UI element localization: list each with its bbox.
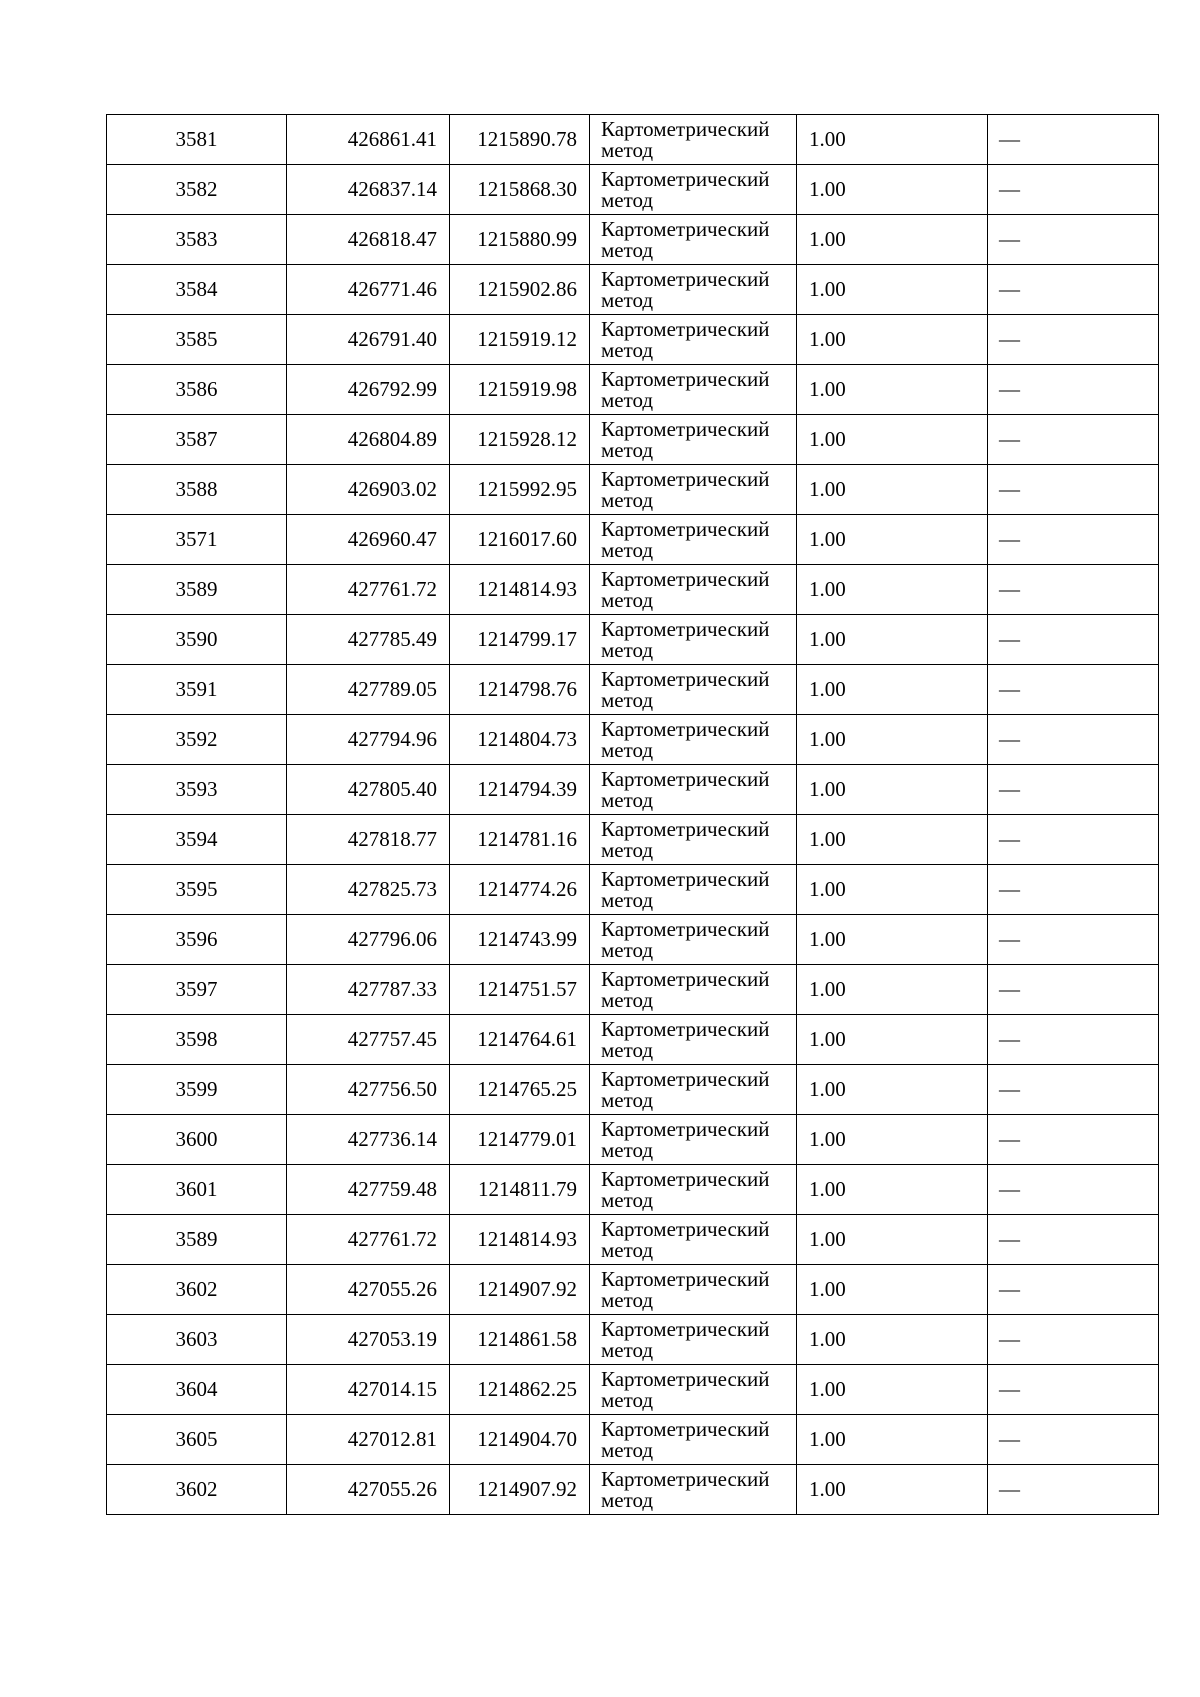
method-line-2: метод [601, 1387, 654, 1412]
y-coordinate-cell: 1215992.95 [450, 465, 590, 515]
method-cell [590, 915, 797, 965]
method-cell [590, 715, 797, 765]
description-cell: — [988, 715, 1159, 765]
table-row [107, 965, 1159, 1015]
description-cell: — [988, 665, 1159, 715]
description-cell: — [988, 1265, 1159, 1315]
accuracy-cell: 1.00 [797, 715, 988, 765]
method-line-2: метод [601, 1337, 654, 1362]
description-cell: — [988, 1465, 1159, 1515]
method-line-1: Картометрический [601, 766, 770, 791]
description-cell: — [988, 415, 1159, 465]
table-row [107, 315, 1159, 365]
description-cell: — [988, 1365, 1159, 1415]
method-cell [590, 815, 797, 865]
accuracy-cell: 1.00 [797, 665, 988, 715]
method-line-2: метод [601, 387, 654, 412]
table-row [107, 815, 1159, 865]
table-row [107, 665, 1159, 715]
table-row [107, 615, 1159, 665]
description-cell: — [988, 1315, 1159, 1365]
accuracy-cell: 1.00 [797, 1215, 988, 1265]
point-number-cell: 3594 [107, 815, 287, 865]
method-line-1: Картометрический [601, 816, 770, 841]
accuracy-cell: 1.00 [797, 1315, 988, 1365]
point-number-cell: 3591 [107, 665, 287, 715]
method-line-1: Картометрический [601, 1366, 770, 1391]
description-cell: — [988, 265, 1159, 315]
y-coordinate-cell: 1214814.93 [450, 565, 590, 615]
method-cell [590, 1015, 797, 1065]
x-coordinate-cell: 426861.41 [287, 115, 450, 165]
point-number-cell: 3599 [107, 1065, 287, 1115]
point-number-cell: 3589 [107, 565, 287, 615]
description-cell: — [988, 465, 1159, 515]
table-row [107, 1365, 1159, 1415]
method-line-2: метод [601, 537, 654, 562]
x-coordinate-cell: 426804.89 [287, 415, 450, 465]
method-line-1: Картометрический [601, 116, 770, 141]
method-cell [590, 865, 797, 915]
description-cell: — [988, 915, 1159, 965]
description-cell: — [988, 615, 1159, 665]
x-coordinate-cell: 427012.81 [287, 1415, 450, 1465]
method-cell [590, 1265, 797, 1315]
point-number-cell: 3596 [107, 915, 287, 965]
table-row [107, 365, 1159, 415]
y-coordinate-cell: 1216017.60 [450, 515, 590, 565]
method-line-2: метод [601, 1037, 654, 1062]
y-coordinate-cell: 1215868.30 [450, 165, 590, 215]
x-coordinate-cell: 427014.15 [287, 1365, 450, 1415]
accuracy-cell: 1.00 [797, 1165, 988, 1215]
table-row [107, 215, 1159, 265]
table-row [107, 1015, 1159, 1065]
table-row [107, 115, 1159, 165]
table-row [107, 165, 1159, 215]
point-number-cell: 3571 [107, 515, 287, 565]
method-cell [590, 215, 797, 265]
description-cell: — [988, 315, 1159, 365]
method-line-1: Картометрический [601, 1316, 770, 1341]
x-coordinate-cell: 427761.72 [287, 1215, 450, 1265]
accuracy-cell: 1.00 [797, 815, 988, 865]
point-number-cell: 3581 [107, 115, 287, 165]
x-coordinate-cell: 427787.33 [287, 965, 450, 1015]
y-coordinate-cell: 1215928.12 [450, 415, 590, 465]
method-line-1: Картометрический [601, 1016, 770, 1041]
method-cell [590, 365, 797, 415]
point-number-cell: 3583 [107, 215, 287, 265]
method-line-1: Картометрический [601, 666, 770, 691]
accuracy-cell: 1.00 [797, 365, 988, 415]
method-line-2: метод [601, 137, 654, 162]
coordinates-table-body [107, 115, 1159, 1515]
y-coordinate-cell: 1214779.01 [450, 1115, 590, 1165]
y-coordinate-cell: 1214811.79 [450, 1165, 590, 1215]
method-cell [590, 265, 797, 315]
accuracy-cell: 1.00 [797, 215, 988, 265]
method-line-1: Картометрический [601, 566, 770, 591]
method-line-2: метод [601, 837, 654, 862]
point-number-cell: 3588 [107, 465, 287, 515]
y-coordinate-cell: 1214781.16 [450, 815, 590, 865]
method-line-2: метод [601, 1187, 654, 1212]
method-line-2: метод [601, 687, 654, 712]
description-cell: — [988, 865, 1159, 915]
method-line-2: метод [601, 1437, 654, 1462]
method-line-2: метод [601, 1487, 654, 1512]
x-coordinate-cell: 427761.72 [287, 565, 450, 615]
table-row [107, 1115, 1159, 1165]
y-coordinate-cell: 1215919.98 [450, 365, 590, 415]
method-line-2: метод [601, 937, 654, 962]
method-line-1: Картометрический [601, 266, 770, 291]
point-number-cell: 3605 [107, 1415, 287, 1465]
method-line-2: метод [601, 737, 654, 762]
accuracy-cell: 1.00 [797, 515, 988, 565]
y-coordinate-cell: 1214904.70 [450, 1415, 590, 1465]
accuracy-cell: 1.00 [797, 565, 988, 615]
y-coordinate-cell: 1214765.25 [450, 1065, 590, 1115]
method-line-1: Картометрический [601, 416, 770, 441]
method-cell [590, 765, 797, 815]
y-coordinate-cell: 1214751.57 [450, 965, 590, 1015]
x-coordinate-cell: 427757.45 [287, 1015, 450, 1065]
method-cell [590, 565, 797, 615]
table-row [107, 1165, 1159, 1215]
description-cell: — [988, 1215, 1159, 1265]
point-number-cell: 3593 [107, 765, 287, 815]
method-cell [590, 1215, 797, 1265]
accuracy-cell: 1.00 [797, 915, 988, 965]
method-line-1: Картометрический [601, 316, 770, 341]
description-cell: — [988, 1015, 1159, 1065]
point-number-cell: 3595 [107, 865, 287, 915]
point-number-cell: 3589 [107, 1215, 287, 1265]
x-coordinate-cell: 427055.26 [287, 1465, 450, 1515]
x-coordinate-cell: 427789.05 [287, 665, 450, 715]
y-coordinate-cell: 1215902.86 [450, 265, 590, 315]
y-coordinate-cell: 1215880.99 [450, 215, 590, 265]
y-coordinate-cell: 1214907.92 [450, 1465, 590, 1515]
x-coordinate-cell: 427785.49 [287, 615, 450, 665]
method-line-1: Картометрический [601, 1116, 770, 1141]
description-cell: — [988, 815, 1159, 865]
table-row [107, 1065, 1159, 1115]
table-row [107, 765, 1159, 815]
accuracy-cell: 1.00 [797, 165, 988, 215]
method-line-1: Картометрический [601, 1066, 770, 1091]
accuracy-cell: 1.00 [797, 1065, 988, 1115]
method-line-1: Картометрический [601, 1466, 770, 1491]
method-line-2: метод [601, 237, 654, 262]
x-coordinate-cell: 427759.48 [287, 1165, 450, 1215]
accuracy-cell: 1.00 [797, 115, 988, 165]
method-cell [590, 1115, 797, 1165]
method-cell [590, 1465, 797, 1515]
method-cell [590, 615, 797, 665]
method-line-1: Картометрический [601, 516, 770, 541]
method-line-2: метод [601, 887, 654, 912]
point-number-cell: 3590 [107, 615, 287, 665]
point-number-cell: 3603 [107, 1315, 287, 1365]
table-row [107, 915, 1159, 965]
method-line-1: Картометрический [601, 1266, 770, 1291]
method-line-2: метод [601, 1087, 654, 1112]
point-number-cell: 3602 [107, 1265, 287, 1315]
method-cell [590, 1365, 797, 1415]
method-line-2: метод [601, 1237, 654, 1262]
point-number-cell: 3584 [107, 265, 287, 315]
method-line-1: Картометрический [601, 916, 770, 941]
method-cell [590, 965, 797, 1015]
y-coordinate-cell: 1214814.93 [450, 1215, 590, 1265]
x-coordinate-cell: 427756.50 [287, 1065, 450, 1115]
method-line-2: метод [601, 337, 654, 362]
method-cell [590, 465, 797, 515]
table-row [107, 1465, 1159, 1515]
coordinates-table [106, 114, 1159, 1515]
point-number-cell: 3585 [107, 315, 287, 365]
accuracy-cell: 1.00 [797, 615, 988, 665]
method-line-2: метод [601, 1137, 654, 1162]
y-coordinate-cell: 1214798.76 [450, 665, 590, 715]
y-coordinate-cell: 1214774.26 [450, 865, 590, 915]
x-coordinate-cell: 427805.40 [287, 765, 450, 815]
method-line-2: метод [601, 487, 654, 512]
accuracy-cell: 1.00 [797, 265, 988, 315]
accuracy-cell: 1.00 [797, 1115, 988, 1165]
point-number-cell: 3604 [107, 1365, 287, 1415]
method-line-1: Картометрический [601, 166, 770, 191]
description-cell: — [988, 115, 1159, 165]
y-coordinate-cell: 1214862.25 [450, 1365, 590, 1415]
table-row [107, 515, 1159, 565]
method-line-1: Картометрический [601, 716, 770, 741]
accuracy-cell: 1.00 [797, 1265, 988, 1315]
point-number-cell: 3600 [107, 1115, 287, 1165]
description-cell: — [988, 165, 1159, 215]
method-cell [590, 515, 797, 565]
x-coordinate-cell: 426771.46 [287, 265, 450, 315]
point-number-cell: 3598 [107, 1015, 287, 1065]
x-coordinate-cell: 427825.73 [287, 865, 450, 915]
method-line-1: Картометрический [601, 216, 770, 241]
x-coordinate-cell: 427736.14 [287, 1115, 450, 1165]
description-cell: — [988, 565, 1159, 615]
table-row [107, 265, 1159, 315]
point-number-cell: 3587 [107, 415, 287, 465]
method-line-2: метод [601, 287, 654, 312]
accuracy-cell: 1.00 [797, 415, 988, 465]
point-number-cell: 3602 [107, 1465, 287, 1515]
table-row [107, 415, 1159, 465]
point-number-cell: 3597 [107, 965, 287, 1015]
method-cell [590, 315, 797, 365]
accuracy-cell: 1.00 [797, 1015, 988, 1065]
x-coordinate-cell: 426818.47 [287, 215, 450, 265]
y-coordinate-cell: 1214794.39 [450, 765, 590, 815]
method-line-1: Картометрический [601, 366, 770, 391]
method-cell [590, 665, 797, 715]
x-coordinate-cell: 426792.99 [287, 365, 450, 415]
x-coordinate-cell: 427818.77 [287, 815, 450, 865]
method-cell [590, 415, 797, 465]
x-coordinate-cell: 426837.14 [287, 165, 450, 215]
accuracy-cell: 1.00 [797, 865, 988, 915]
method-line-2: метод [601, 1287, 654, 1312]
y-coordinate-cell: 1214804.73 [450, 715, 590, 765]
y-coordinate-cell: 1214907.92 [450, 1265, 590, 1315]
x-coordinate-cell: 426960.47 [287, 515, 450, 565]
table-row [107, 1315, 1159, 1365]
description-cell: — [988, 765, 1159, 815]
y-coordinate-cell: 1215890.78 [450, 115, 590, 165]
x-coordinate-cell: 427796.06 [287, 915, 450, 965]
description-cell: — [988, 965, 1159, 1015]
x-coordinate-cell: 426903.02 [287, 465, 450, 515]
method-line-1: Картометрический [601, 1216, 770, 1241]
method-line-1: Картометрический [601, 1166, 770, 1191]
method-line-1: Картометрический [601, 1416, 770, 1441]
description-cell: — [988, 1415, 1159, 1465]
table-row [107, 565, 1159, 615]
method-line-1: Картометрический [601, 866, 770, 891]
point-number-cell: 3592 [107, 715, 287, 765]
table-row [107, 1415, 1159, 1465]
y-coordinate-cell: 1214799.17 [450, 615, 590, 665]
method-line-2: метод [601, 587, 654, 612]
accuracy-cell: 1.00 [797, 315, 988, 365]
description-cell: — [988, 1115, 1159, 1165]
method-line-1: Картометрический [601, 466, 770, 491]
method-line-2: метод [601, 987, 654, 1012]
description-cell: — [988, 515, 1159, 565]
table-row [107, 865, 1159, 915]
point-number-cell: 3601 [107, 1165, 287, 1215]
description-cell: — [988, 365, 1159, 415]
x-coordinate-cell: 427053.19 [287, 1315, 450, 1365]
table-row [107, 1215, 1159, 1265]
accuracy-cell: 1.00 [797, 1365, 988, 1415]
accuracy-cell: 1.00 [797, 465, 988, 515]
description-cell: — [988, 1065, 1159, 1115]
method-cell [590, 1315, 797, 1365]
method-cell [590, 1415, 797, 1465]
method-line-2: метод [601, 187, 654, 212]
y-coordinate-cell: 1214764.61 [450, 1015, 590, 1065]
x-coordinate-cell: 427794.96 [287, 715, 450, 765]
method-line-2: метод [601, 437, 654, 462]
method-cell [590, 1065, 797, 1115]
y-coordinate-cell: 1214861.58 [450, 1315, 590, 1365]
method-line-1: Картометрический [601, 616, 770, 641]
table-row [107, 715, 1159, 765]
accuracy-cell: 1.00 [797, 965, 988, 1015]
y-coordinate-cell: 1215919.12 [450, 315, 590, 365]
method-cell [590, 165, 797, 215]
accuracy-cell: 1.00 [797, 1415, 988, 1465]
accuracy-cell: 1.00 [797, 1465, 988, 1515]
y-coordinate-cell: 1214743.99 [450, 915, 590, 965]
method-cell [590, 1165, 797, 1215]
table-row [107, 1265, 1159, 1315]
point-number-cell: 3582 [107, 165, 287, 215]
description-cell: — [988, 1165, 1159, 1215]
x-coordinate-cell: 427055.26 [287, 1265, 450, 1315]
method-line-2: метод [601, 637, 654, 662]
x-coordinate-cell: 426791.40 [287, 315, 450, 365]
method-cell [590, 115, 797, 165]
description-cell: — [988, 215, 1159, 265]
table-row [107, 465, 1159, 515]
point-number-cell: 3586 [107, 365, 287, 415]
method-line-1: Картометрический [601, 966, 770, 991]
accuracy-cell: 1.00 [797, 765, 988, 815]
method-line-2: метод [601, 787, 654, 812]
